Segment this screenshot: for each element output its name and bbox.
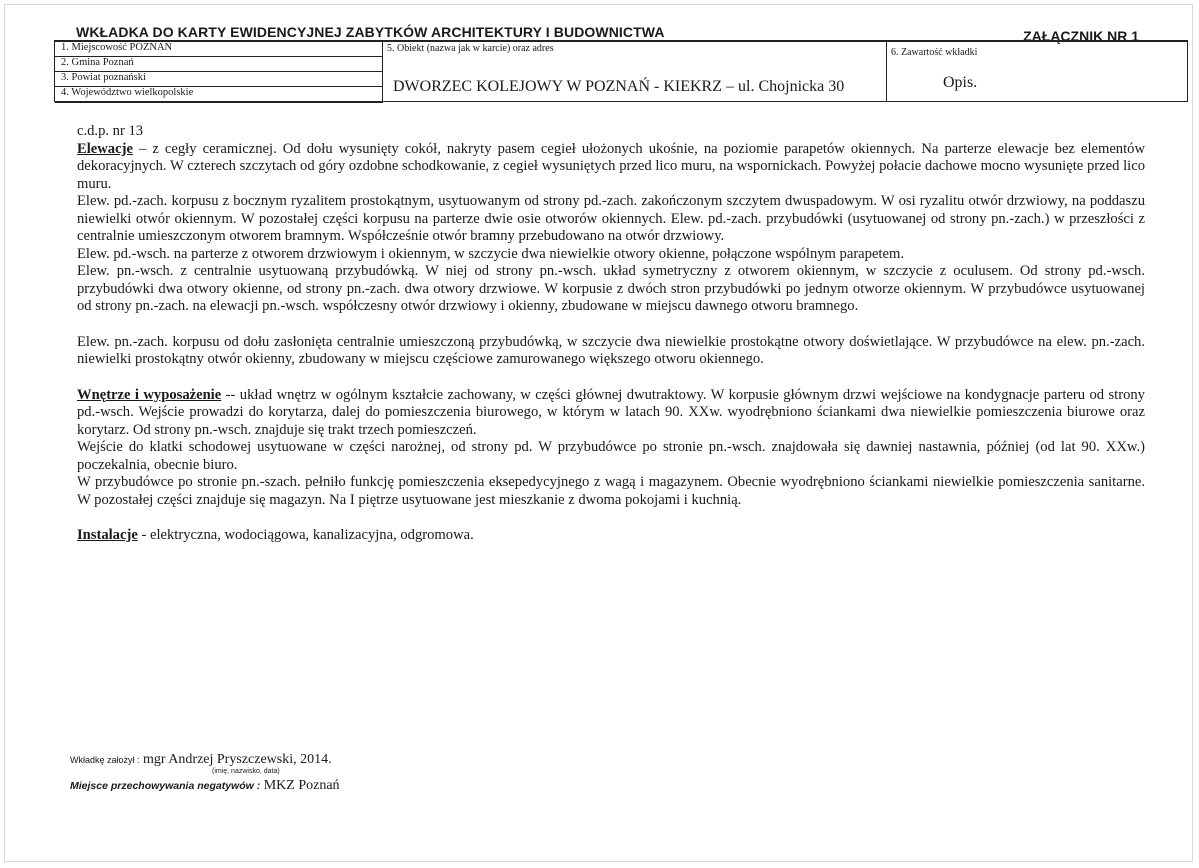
founder-label: Wkładkę założył : <box>70 755 140 765</box>
paragraph-instalacje <box>77 527 1145 545</box>
paragraph-stairs: Wejście do klatki schodowej usytuowane w części narożnej, od strony pd. W przybudówce po stronie pn.-wsch. znajdowała się dawniej nastawnia, później (od lat 90. XXw.) poczekalnia, obecnie biuro. <box>77 439 1145 473</box>
negatives-value: MKZ Poznań <box>260 778 340 793</box>
field-locality: 1. Miejscowość POZNAŃ <box>55 42 383 57</box>
object-label: 5. Obiekt (nazwa jak w karcie) oraz adres <box>387 43 554 54</box>
heading-elewacje: Elewacje <box>77 140 133 157</box>
paragraph-elev-ne: Elew. pn.-wsch. z centralnie usytuowaną przybudówką. W niej od strony pn.-wsch. układ symetryczny z otworem okiennym, w szczycie z oculusem. Od strony pd.-wsch. przybudówki dwa otwory okienne, od strony pn.-zach. dwa otwory drzwiowe. W korpusie z dwóch stron przybudówki po jednym otworze okiennym. W przybudówce usytuowanej od strony pn.-zach. na elewacji pn.-wsch. współczesny otwór drzwiowy i okienny, zbudowane w miejscu dawnego otworu bramnego. <box>77 263 1145 314</box>
continuation-note: c.d.p. nr 13 <box>77 123 144 139</box>
form-title: WKŁADKA DO KARTY EWIDENCYJNEJ ZABYTKÓW ARCHITEKTURY I BUDOWNICTWA <box>76 24 665 40</box>
paragraph-wnetrze <box>77 387 1145 440</box>
wnetrze-text: -- układ wnętrz w ogólnym kształcie zachowany, w części głównej dwutraktowy. W korpusie głównym drzwi wejściowe na kondygnacje parteru od strony pd.-wsch. Wejście prowadzi do korytarza, dalej do pomieszczenia biurowego, w którym w latach 90. XXw. wyodrębniono ściankami dwa niewielkie pomieszczenia biurowe oraz korytarz. Od strony pn.-wsch. znajduje się trakt trzech pomieszczeń. <box>77 386 1145 438</box>
negatives-row <box>70 778 340 794</box>
negatives-label: Miejsce przechowywania negatywów : <box>70 780 261 792</box>
founder-row <box>70 752 332 768</box>
content-value: Opis. <box>943 74 978 91</box>
field-content <box>887 42 1187 102</box>
header-table <box>54 40 1188 102</box>
paragraph-elev-se: Elew. pd.-wsch. na parterze z otworem drzwiowym i okiennym, w szczycie dwa niewielkie otwory okienne, połączone wspólnym parapetem. <box>77 245 904 262</box>
elewacje-text: – z cegły ceramicznej. Od dołu wysunięty cokół, nakryty pasem cegieł ułożonych ukośnie, na poziomie parapetów okiennych. Na parterze elewacje bez elementów dekoracyjnych. W czterech szczytach od góry ozdobne schodkowanie, z cegieł wysuniętych przed lico muru, na wspornickach. Powyżej połacie dachowe mocno wysunięte przed lico muru. <box>77 140 1145 192</box>
annex-label: ZAŁĄCZNIK NR 1 <box>1023 28 1139 44</box>
instalacje-text: - elektryczna, wodociągowa, kanalizacyjna, odgromowa. <box>137 527 474 543</box>
field-commune: 2. Gmina Poznań <box>55 57 383 72</box>
object-value: DWORZEC KOLEJOWY W POZNAŃ - KIEKRZ – ul. Chojnicka 30 <box>393 78 845 95</box>
paragraph-elev-sw: Elew. pd.-zach. korpusu z bocznym ryzalitem prostokątnym, usytuowanym od strony pd.-zach. zakończonym szczytem dwuspadowym. W osi ryzalitu otwór drzwiowy, na poddaszu niewielki otwór okiennym. W pozostałej części korpusu na parterze dwie osie otworów okiennych. Elew. pd.-zach. przybudówki (usytuowanej od strony pn.-zach.) w przeszłości z centralnie umieszczonym otworem bramnym. Współcześnie otwór bramny przebudowano na otwór drzwiowy. <box>77 193 1145 244</box>
paragraph-elev-nw: Elew. pn.-zach. korpusu od dołu zasłonięta centralnie umieszczoną przybudówką, w szczycie dwa niewielkie prostokątne otwory doświetlające. W przybudówce na elew. pn.-zach. niewielki prostokątny otwór okienny, zbudowany w miejscu częściowe zamurowanego większego otworu okiennego. <box>77 333 1145 367</box>
field-voivodeship: 4. Województwo wielkopolskie <box>55 87 383 103</box>
description-body <box>77 123 1145 545</box>
founder-sublabel: (imię, nazwisko, data) <box>212 768 280 775</box>
field-county: 3. Powiat poznański <box>55 72 383 87</box>
field-object <box>383 42 887 102</box>
founder-value: mgr Andrzej Pryszczewski, 2014. <box>139 752 332 767</box>
heading-instalacje: Instalacje <box>77 527 138 543</box>
paragraph-elewacje <box>77 141 1145 194</box>
paragraph-annex-nw: W przybudówce po stronie pn.-szach. pełniło funkcję pomieszczenia eksepedycyjnego z wagą i magazynem. Obecnie wyodrębniono ściankami niewielkie pomieszczenia sanitarne. W pozostałej części znajduje się magazyn. Na I piętrze usytuowane jest mieszkanie z dwoma pokojami i kuchnią. <box>77 474 1145 508</box>
content-label: 6. Zawartość wkładki <box>891 47 978 58</box>
heading-wnetrze: Wnętrze i wyposażenie <box>77 386 222 403</box>
